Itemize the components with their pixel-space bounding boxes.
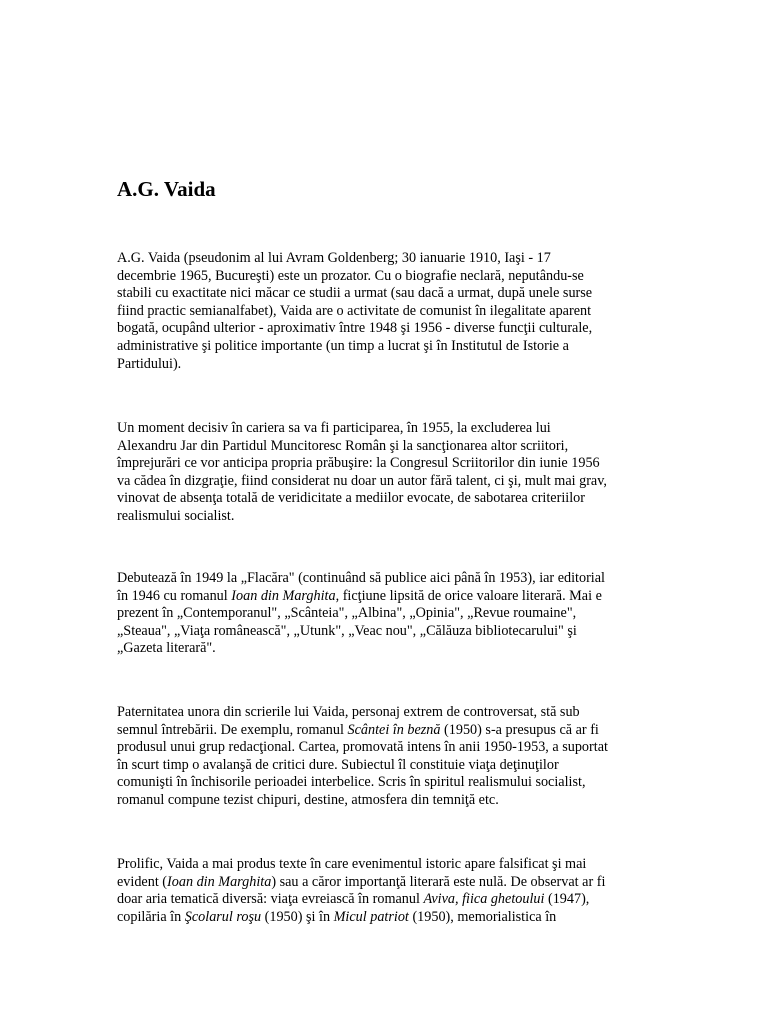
text-run: produsul unui grup redacţional. Cartea, promovată intens în anii 1950-1953, a suportat [117,739,608,756]
italic-title-text: Scântei în beznă [347,721,441,738]
text-run: copilăria în [117,908,185,925]
text-line [117,909,657,927]
text-line [117,792,657,810]
text-run: vinovat de absenţa totală de veridicitate a mediilor evocate, de sabotarea criteriilor [117,490,585,507]
text-run: romanul compune tezist chipuri, destine, atmosfera din temniţă etc. [117,791,499,808]
text-run: realismului socialist. [117,507,235,524]
text-run: , ficţiune lipsită de orice valoare literară. Mai e [335,587,602,604]
text-line [117,356,657,374]
text-run: Alexandru Jar din Partidul Muncitoresc Român şi la sancţionarea altor scriitori, [117,437,569,454]
text-run: evident ( [117,873,168,890]
text-line [117,338,657,356]
text-line [117,757,657,775]
text-line [117,704,657,722]
text-line [117,605,657,623]
italic-title-text: Aviva, fiica ghetoului [423,891,545,908]
text-line [117,285,657,303]
paragraph-biography [117,250,657,373]
text-line [117,722,657,740]
text-line [117,438,657,456]
text-run: bogată, ocupând ulterior - aproximativ între 1948 şi 1956 - diverse funcţii culturale, [117,320,593,337]
text-line [117,268,657,286]
text-run: în 1946 cu romanul [117,587,232,604]
text-line [117,570,657,588]
paragraph-career-moment [117,420,657,526]
text-run: (1950), memorialistica în [408,908,557,925]
text-run: (1947), [544,891,590,908]
text-line [117,874,657,892]
text-run: împrejurări ce vor anticipa propria prăbuşire: la Congresul Scriitorilor din iunie 1956 [117,455,600,472]
text-run: Un moment decisiv în cariera sa va fi participarea, în 1955, la excluderea lui [117,420,551,436]
text-run: „Gazeta literară". [117,640,216,657]
text-line [117,623,657,641]
text-run: A.G. Vaida (pseudonim al lui Avram Goldenberg; 30 ianuarie 1910, Iaşi - 17 [117,250,551,266]
italic-title-text: Ioan din Marghita [167,873,272,890]
paragraph-prolific [117,856,657,926]
text-line [117,473,657,491]
text-run: semnul întrebării. De exemplu, romanul [117,721,348,738]
text-run: Partidului). [117,355,182,372]
text-run: fiind practic semianalfabet), Vaida are o activitate de comunist în ilegalitate aparent [117,302,592,319]
text-run: administrative şi politice importante (un timp a lucrat şi în Institutul de Istorie a [117,337,569,354]
text-run: ) sau a căror importanţă literară este nulă. De observat ar fi [271,873,606,890]
text-line [117,420,657,438]
text-run: prezent în „Contemporanul", „Scânteia", „Albina", „Opinia", „Revue roumaine", [117,605,577,622]
paragraph-authorship [117,704,657,810]
text-run: în scurt timp o avalanşă de critici dure. Subiectul îl constituie viaţa deţinuţilor [117,756,559,773]
text-run: decembrie 1965, Bucureşti) este un prozator. Cu o biografie neclară, neputându-se [117,267,584,284]
text-run: „Steaua", „Viaţa românească", „Utunk", „Veac nou", „Călăuza bibliotecarului" şi [117,622,577,639]
text-run: (1950) s-a presupus că ar fi [440,721,599,738]
text-run: Paternitatea unora din scrierile lui Vaida, personaj extrem de controversat, stă sub [117,704,580,720]
italic-title-text: Ioan din Marghita [231,587,336,604]
text-line [117,774,657,792]
italic-title-text: Şcolarul roşu [184,908,262,925]
text-run: (1950) şi în [261,908,334,925]
text-line [117,508,657,526]
text-run: stabili cu exactitate nici măcar ce studii a urmat (sau dacă a urmat, după unele surse [117,285,593,302]
text-run: va cădea în dizgraţie, fiind considerat nu doar un autor fără talent, ci şi, mult mai grav, [117,472,607,489]
text-line [117,891,657,909]
text-run: Prolific, Vaida a mai produs texte în care evenimentul istoric apare falsificat şi mai [117,856,587,872]
italic-title-text: Micul patriot [333,908,409,925]
text-run: comunişti în închisorile perioadei interbelice. Scris în spiritul realismului socialist, [117,774,586,791]
text-line [117,250,657,268]
text-line [117,320,657,338]
text-line [117,588,657,606]
text-line [117,455,657,473]
paragraph-debut [117,570,657,658]
text-line [117,739,657,757]
text-run: doar aria tematică diversă: viaţa evreiască în romanul [117,891,424,908]
document-title: A.G. Vaida [117,177,216,201]
text-line [117,640,657,658]
text-run: Debutează în 1949 la „Flacăra" (continuând să publice aici până în 1953), iar editorial [117,570,605,586]
text-line [117,856,657,874]
text-line [117,490,657,508]
text-line [117,303,657,321]
